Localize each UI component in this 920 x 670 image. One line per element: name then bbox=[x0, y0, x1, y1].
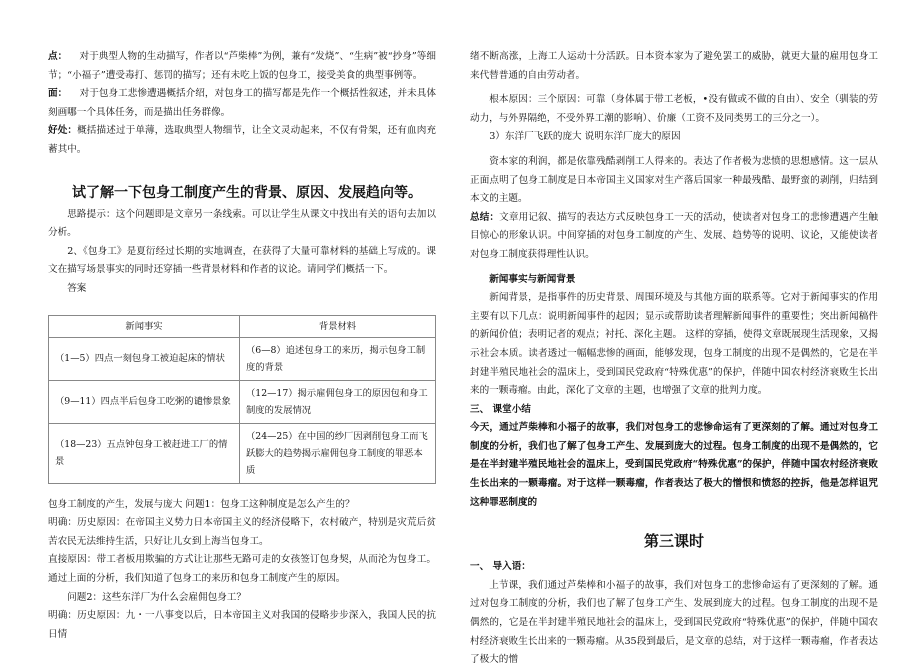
table-cell: （12—17）揭示雇佣包身工的原因包和身工制度的发展情况 bbox=[240, 380, 436, 423]
table-cell: （24—25）在中国的纱厂因剥削包身工而飞跃膨大的趋势揭示雇佣包身工制度的罪恶本质 bbox=[240, 423, 436, 483]
table-cell: （6—8）追述包身工的来历，揭示包身工制度的背景 bbox=[240, 337, 436, 380]
section-title: 试了解一下包身工制度产生的背景、原因、发展趋向等。 bbox=[72, 184, 422, 201]
root-reason-paragraph: 根本原因：三个原因：可靠（身体属于带工老板，•没有做或不做的自由）、安全（驯装的劳动力，与外界隔绝，不受外界工潮的影响）、价廉（工资不及同类男工的三分之一）。 bbox=[470, 94, 878, 124]
benefit-paragraph bbox=[48, 122, 436, 159]
table-header: 背景材料 bbox=[240, 315, 436, 337]
table-cell: （9—11）四点半后包身工吃粥的谴惨景象 bbox=[49, 380, 240, 423]
surface-label: 面： bbox=[48, 88, 68, 100]
news-background-table bbox=[48, 315, 436, 484]
hint-paragraph: 思路提示：这个问题即是文章另一条线索。可以让学生从课文中找出有关的语句去加以分析。 bbox=[48, 208, 436, 239]
continuation-paragraph: 绪不断高涨，上海工人运动十分活跃。日本资本家为了避免罢工的威胁，就更大量的雇用包身工来代替普通的自由劳动者。 bbox=[470, 51, 878, 81]
surface-paragraph bbox=[48, 85, 436, 122]
table-header-row bbox=[49, 315, 436, 337]
summary-paragraph bbox=[470, 209, 878, 265]
answer2-paragraph: 明确：历史原因：九・一八事变以后，日本帝国主义对我国的侵略步步深入，我国人民的抗日情 bbox=[48, 610, 436, 640]
intro-paragraph: 上节课，我们通过芦柴棒和小福子的故事，我们对包身工的悲惨命运有了更深刻的了解。通过对包身工制度的分析，我们也了解了包身工产生、发展到庞大的过程。包身工制度的出现不是偶然的，它是在半封建半殖民地社会的温床上，受到国民党政府“特殊优惠”的保护，伴随中国农村经济衰败生长出来的一颗毒瘤。从35段到最后，是文章的总结，对于这样一颗毒瘤，作者表达了极大的憎 bbox=[470, 579, 878, 666]
left-column bbox=[48, 48, 436, 644]
profit-paragraph: 资本家的利润，都是依靠残酷剥削工人得来的。表达了作者极为悲愤的思想感情。这一层从正面点明了包身工制度是日本帝国主义国家对生产落后国家一种最残酷、最野蛮的剥削，归结到本文的主题。 bbox=[470, 155, 878, 205]
benefit-label: 好处： bbox=[48, 125, 78, 137]
intro-title: 一、 导入语： bbox=[470, 561, 531, 573]
summary3-paragraph: 今天，通过芦柴棒和小福子的故事，我们对包身工的悲惨命运有了更深刻的了解。通过对包身工制度的分析，我们也了解了包身工产生、发展到庞大的过程。包身工制度的出现不是偶然的，它是在半封建半殖民地社会的温床上，受到国民党政府“特殊优惠”的保护，伴随中国农村经济衰败生长出来的一颗毒瘤。对于这样一颗毒瘤，作者表达了极大的憎恨和愤怒的控拆，他是怎样诅咒这种罪恶制度的 bbox=[470, 422, 878, 508]
answer-label: 答案 bbox=[67, 282, 87, 294]
summary-text: 文章用记叙、描写的表达方式反映包身工一天的活动，使读者对包身工的悲惨遭遇产生触目惊心的形象认识。中间穿插的对包身工制度的产生、发展、趋势等的说明、议论，又能使读者对包身工制度获得理性认识。 bbox=[470, 211, 879, 260]
table-header: 新闻事实 bbox=[49, 315, 240, 337]
history-reason-paragraph: 明确：历史原因：在帝国主义势力日本帝国主义的经济侵略下，农村破产，特别是灾荒后贫苦农民无法维持生活，只好让儿女到上海当包身工。 bbox=[48, 517, 436, 547]
surface-text: 对于包身工悲惨遭遇概括介绍，对包身工的描写都是先作一个概括性叙述，并未具体刻画哪一个具体任务，而是描出任务群像。 bbox=[48, 88, 436, 118]
table-row bbox=[49, 380, 436, 423]
point-label: 点： bbox=[48, 51, 68, 62]
summary-label: 总结： bbox=[470, 211, 500, 223]
item3-paragraph: 3）东洋厂飞跃的庞大 说明东洋厂庞大的原因 bbox=[489, 131, 681, 143]
point-text: 对于典型人物的生动描写，作者以“芦柴棒”为例，兼有“发烧”、“生病”被“抄身”等细节；“小福子”遭受毒打、惩罚的描写；还有未吃上饭的包身工，接受美食的典型事例等。 bbox=[48, 51, 436, 81]
summary3-title: 三、 课堂小结 bbox=[470, 403, 531, 415]
question2-paragraph: 问题2：这些东洋厂为什么会雇佣包身工？ bbox=[67, 591, 246, 603]
question1-paragraph: 包身工制度的产生，发展与庞大 问题1：包身工这种制度是怎么产生的？ bbox=[48, 498, 355, 510]
news-paragraph: 新闻背景，是指事件的历史背景、周围环境及与其他方面的联系等。它对于新闻事实的作用主要有以下几点：说明新闻事件的起因；显示或帮助读者理解新闻事件的重要性；突出新闻稿件的新闻价值；表明记者的观点；衬托、深化主题。 这样的穿插，使得文章既展现生活现象，又揭示社会本质。读者透过一幅幅悲惨的画面，能够发现，包身工制度的出现不是偶然的，它是在半封建半殖民地社会的温床上，受到国民党政府“特殊优惠”的保护，伴随中国农村经济衰败生长出来的一颗毒瘤。由此，深化了文章的主题，也增强了文章的批判力度。 bbox=[470, 292, 878, 397]
table-row bbox=[49, 423, 436, 483]
point-paragraph bbox=[48, 48, 436, 85]
right-column bbox=[470, 48, 878, 670]
lesson3-title: 第三课时 bbox=[643, 532, 704, 551]
news-subtitle: 新闻事实与新闻背景 bbox=[489, 273, 576, 285]
direct-reason-paragraph: 直接原因：带工者板用欺骗的方式让让那些无路可走的女孩签订包身契，从而沦为包身工。通过上面的分析，我们知道了包身工的来历和包身工制度产生的原因。 bbox=[48, 554, 436, 584]
item2-paragraph: 2、《包身工》是夏衍经过长期的实地调查，在获得了大量可靠材料的基础上写成的。课文在描写场景事实的同时还穿插一些背景材料和作者的议论。请同学们概括一下。 bbox=[48, 245, 436, 276]
table-row bbox=[49, 337, 436, 380]
table-cell: （18—23）五点钟包身工被赶进工厂的情景 bbox=[49, 423, 240, 483]
table-cell: （1—5）四点一刻包身工被迫起床的情状 bbox=[49, 337, 240, 380]
benefit-text: 概括描述过于单薄，选取典型人物细节，让全文灵动起来，不仅有骨架，还有血肉充蓄其中。 bbox=[48, 125, 437, 155]
